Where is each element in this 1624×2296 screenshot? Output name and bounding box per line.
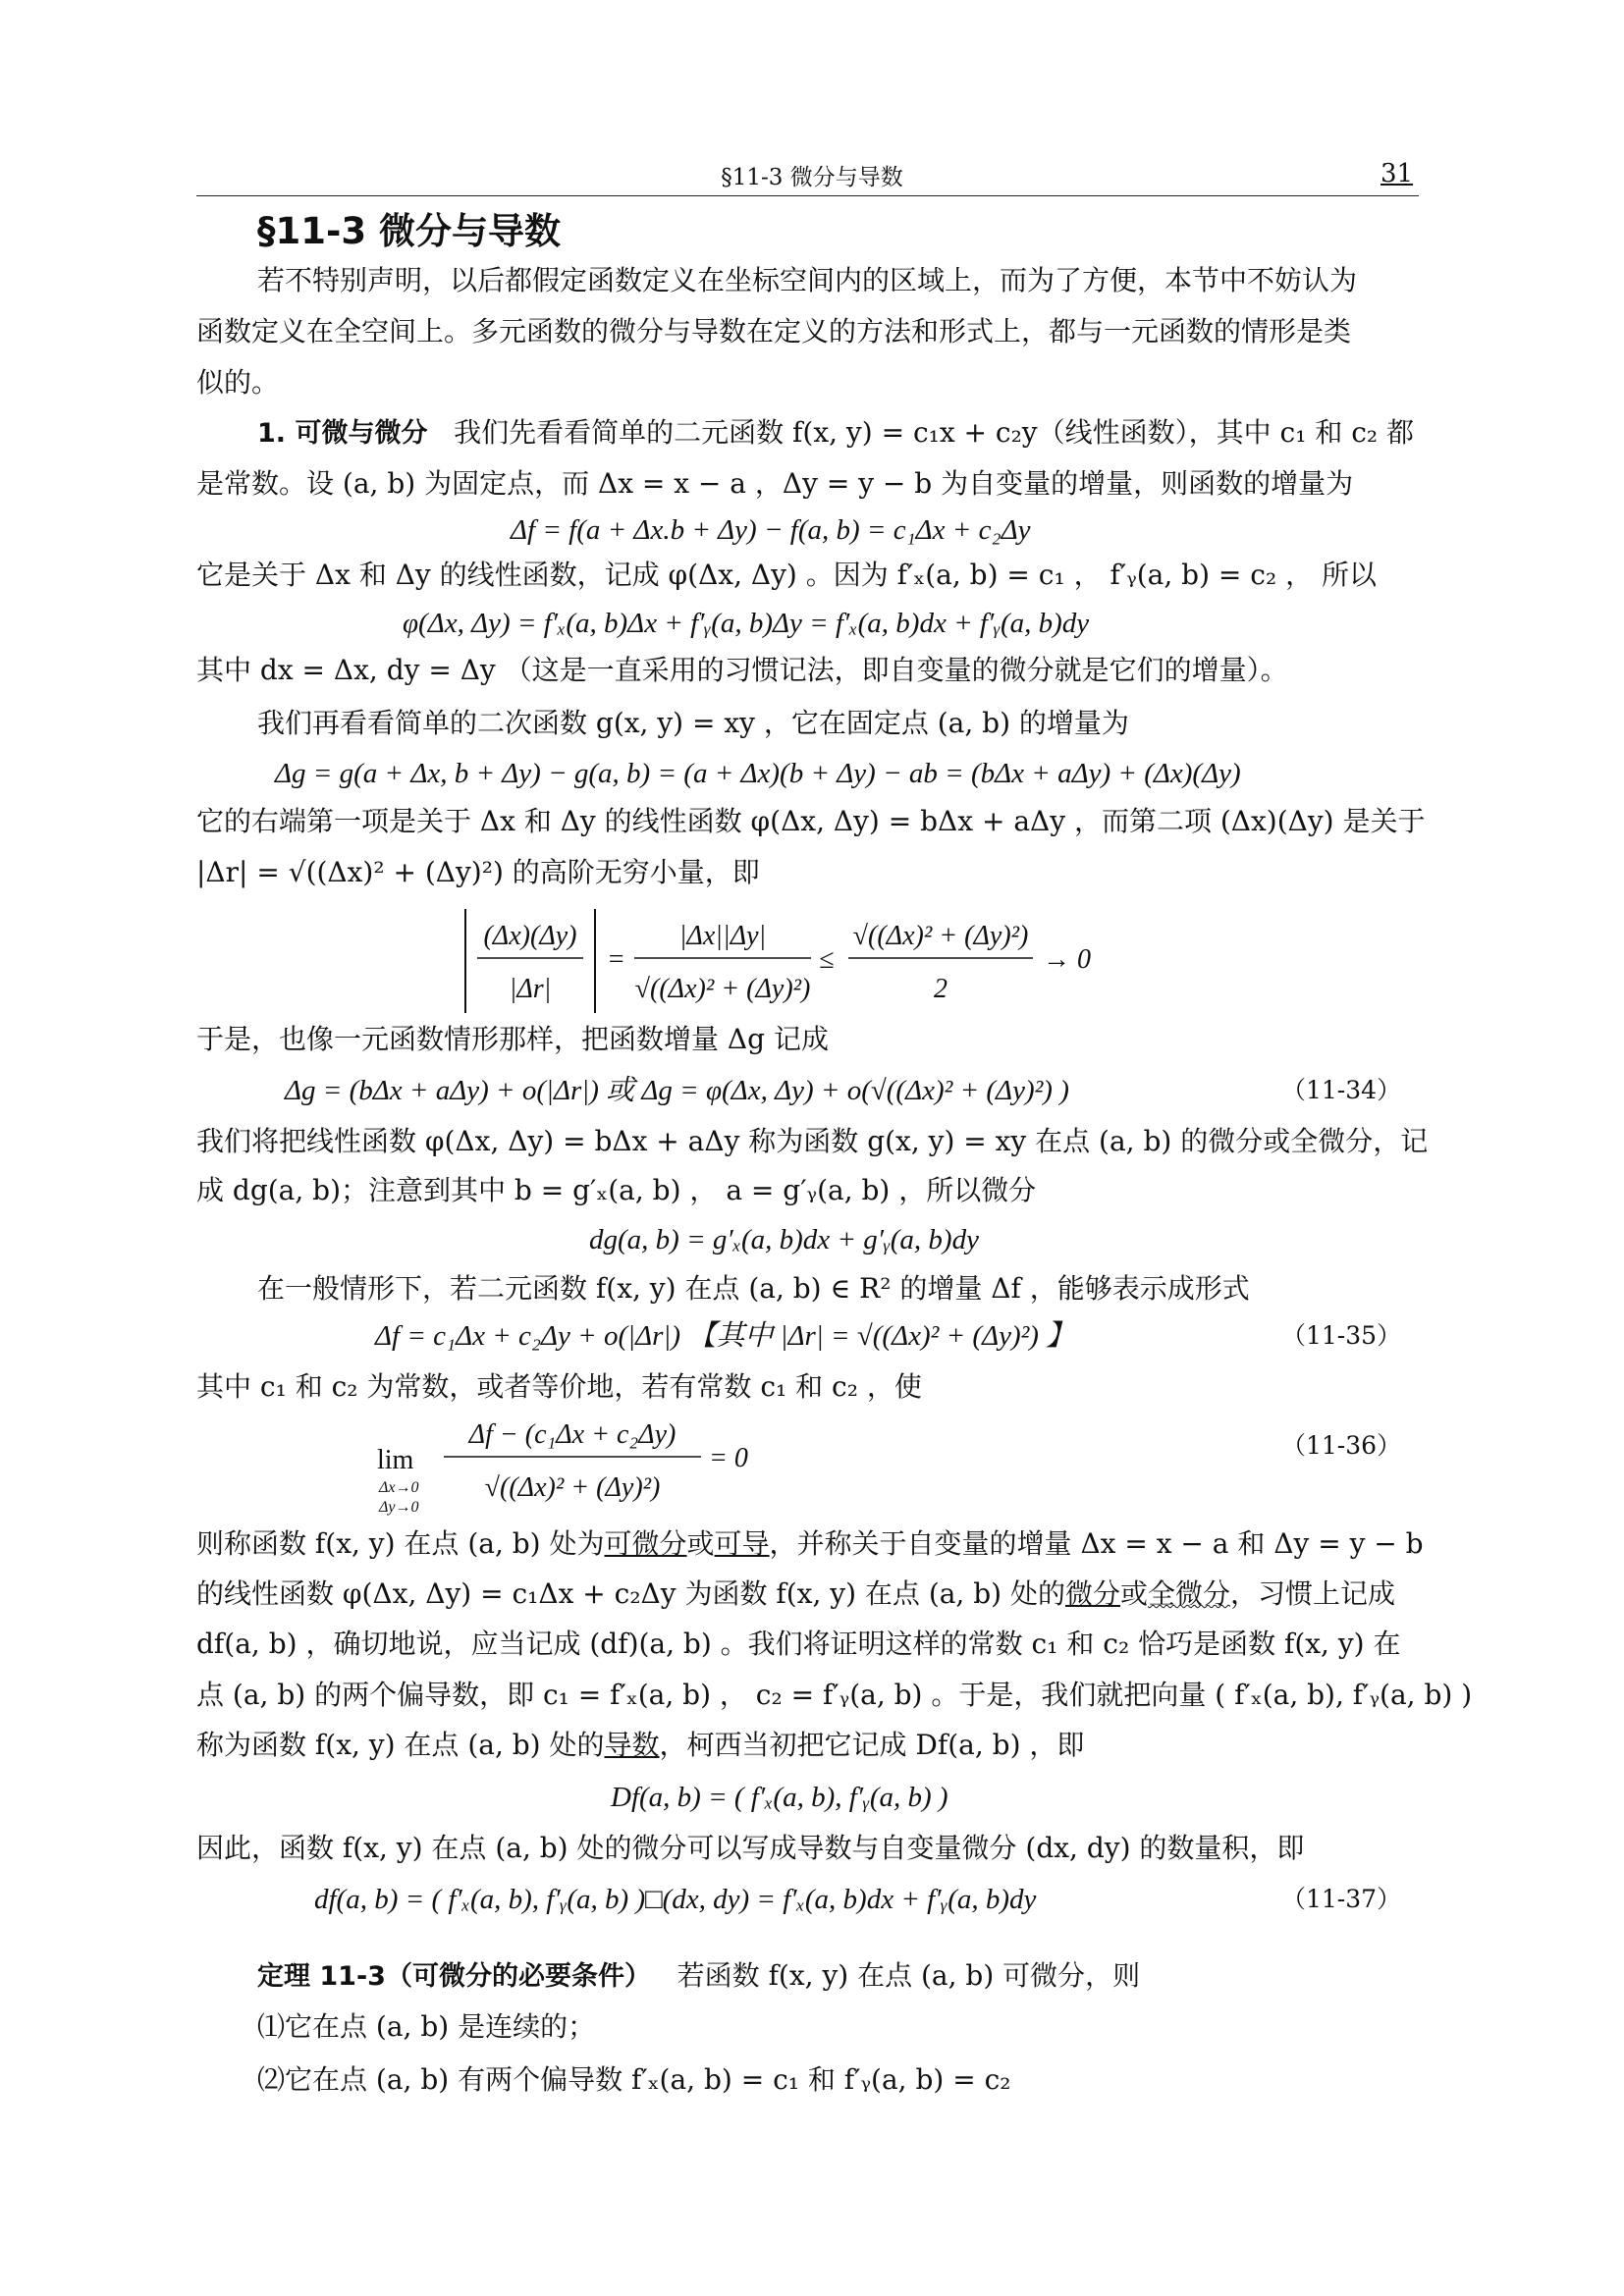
paragraph-line: 若不特别声明，以后都假定函数定义在坐标空间内的区域上，而为了方便，本节中不妨认为	[257, 264, 1358, 296]
fraction-numerator: (Δx)(Δy)	[483, 921, 577, 951]
equation-rhs: = 0	[709, 1443, 748, 1473]
paragraph-line: 成 dg(a, b)；注意到其中 b = g′ₓ(a, b) ， a = g′ᵧ(a, b) ，所以微分	[196, 1174, 1037, 1206]
equation-number: （11-37）	[1281, 1885, 1402, 1913]
paragraph-line: df(a, b) ，确切地说，应当记成 (df)(a, b) 。我们将证明这样的常数 c₁ 和 c₂ 恰巧是函数 f(x, y) 在	[196, 1628, 1401, 1660]
paragraph-text: 或	[686, 1527, 715, 1560]
equation-higher-order-infinitesimal	[460, 901, 1166, 1025]
paragraph-text: ，柯西当初把它记成 Df(a, b) ，即	[659, 1729, 1085, 1761]
paragraph-line	[196, 1723, 1419, 1768]
paragraph-text: ，习惯上记成	[1230, 1577, 1396, 1610]
limit-subscript: Δx→0	[379, 1479, 419, 1496]
paragraph-line: |Δr| = √((Δx)² + (Δy)²) 的高阶无穷小量，即	[196, 856, 760, 888]
fraction-denominator: √((Δx)² + (Δy)²)	[484, 1472, 661, 1503]
paragraph-line: 点 (a, b) 的两个偏导数，即 c₁ = f′ₓ(a, b) ， c₂ = f′ᵧ(a, b) 。于是，我们就把向量 ( f′ₓ(a, b), f′ᵧ(a, b) )	[196, 1679, 1473, 1711]
paragraph-text: 称为函数 f(x, y) 在点 (a, b) 处的	[196, 1729, 605, 1761]
limit-subscript: Δy→0	[379, 1499, 419, 1516]
equation-Df: Df(a, b) = ( f′ₓ(a, b), f′ᵧ(a, b) )	[611, 1782, 948, 1813]
paragraph-line: 其中 dx = Δx, dy = Δy （这是一直采用的习惯记法，即自变量的微分就是它们的增量）。	[196, 654, 1288, 686]
fraction-denominator: |Δr|	[509, 974, 552, 1004]
fraction-numerator: Δf − (c₁Δx + c₂Δy)	[468, 1419, 677, 1450]
running-header-title: §11-3 微分与导数	[721, 165, 903, 190]
fraction-denominator: 2	[934, 974, 947, 1004]
paragraph-line	[196, 1572, 1419, 1617]
paragraph-line	[257, 410, 1419, 455]
fraction-denominator: √((Δx)² + (Δy)²)	[634, 974, 811, 1004]
paragraph-line: 是常数。设 (a, b) 为固定点，而 Δx = x − a ，Δy = y − b 为自变量的增量，则函数的增量为	[196, 467, 1354, 500]
equation-11-37: df(a, b) = ( f′ₓ(a, b), f′ᵧ(a, b) )□(dx, dy) = f′ₓ(a, b)dx + f′ᵧ(a, b)dy	[314, 1884, 1037, 1915]
equation-11-34: Δg = (bΔx + aΔy) + o(|Δr|) 或 Δg = φ(Δx, Δy) + o(√((Δx)² + (Δy)²) )	[285, 1075, 1069, 1106]
term-total-differential: 全微分	[1148, 1577, 1231, 1610]
paragraph-line: 于是，也像一元函数情形那样，把函数增量 Δg 记成	[196, 1023, 829, 1055]
paragraph-line: 它是关于 Δx 和 Δy 的线性函数，记成 φ(Δx, Δy) 。因为 f′ₓ(a, b) = c₁ ， f′ᵧ(a, b) = c₂ ， 所以	[196, 559, 1377, 591]
paragraph-line: 其中 c₁ 和 c₂ 为常数，或者等价地，若有常数 c₁ 和 c₂ ，使	[196, 1370, 922, 1403]
theorem-text: 若函数 f(x, y) 在点 (a, b) 可微分，则	[677, 1959, 1141, 1992]
paragraph-line: 似的。	[196, 366, 280, 399]
theorem-item: ⑴它在点 (a, b) 是连续的；	[257, 2010, 596, 2043]
svg-text:=: =	[607, 944, 625, 975]
theorem-heading: 定理 11-3（可微分的必要条件）	[257, 1961, 651, 1992]
equation-dg: dg(a, b) = g′ₓ(a, b)dx + g′ᵧ(a, b)dy	[589, 1224, 979, 1255]
term-differential: 微分	[1064, 1577, 1120, 1610]
limit-operator: lim	[377, 1445, 414, 1475]
equation-number: （11-36）	[1281, 1431, 1402, 1460]
equation-number: （11-34）	[1281, 1076, 1402, 1104]
paragraph-text: 则称函数 f(x, y) 在点 (a, b) 处为	[196, 1527, 605, 1560]
paragraph-text: 或	[1120, 1577, 1149, 1610]
theorem-item: ⑵它在点 (a, b) 有两个偏导数 f′ₓ(a, b) = c₁ 和 f′ᵧ(a, b) = c₂	[257, 2063, 1011, 2096]
equation-11-35: Δf = c₁Δx + c₂Δy + o(|Δr|) 【其中 |Δr| = √((Δx)² + (Δy)²) 】	[375, 1320, 1075, 1352]
paragraph-line: 因此，函数 f(x, y) 在点 (a, b) 处的微分可以写成导数与自变量微分 (dx, dy) 的数量积，即	[196, 1832, 1305, 1864]
equation-increment-g: Δg = g(a + Δx, b + Δy) − g(a, b) = (a + Δx)(b + Δy) − ab = (bΔx + aΔy) + (Δx)(Δy)	[275, 758, 1241, 789]
limit-arrow: → 0	[1043, 944, 1091, 975]
paragraph-line	[196, 1522, 1424, 1567]
theorem-line	[257, 1953, 1419, 1999]
fraction-numerator: √((Δx)² + (Δy)²)	[852, 921, 1029, 951]
header-rule	[196, 195, 1419, 196]
page-number: 31	[1380, 159, 1414, 188]
equation-number: （11-35）	[1281, 1321, 1402, 1350]
equation-phi-linear: φ(Δx, Δy) = f′ₓ(a, b)Δx + f′ᵧ(a, b)Δy = f′ₓ(a, b)dx + f′ᵧ(a, b)dy	[403, 608, 1090, 639]
subsection-heading: 1. 可微与微分	[257, 418, 428, 449]
paragraph-line: 我们再看看简单的二次函数 g(x, y) = xy ，它在固定点 (a, b) 的增量为	[257, 707, 1129, 739]
section-title: §11-3 微分与导数	[257, 210, 561, 252]
paragraph-line: 在一般情形下，若二元函数 f(x, y) 在点 (a, b) ∈ R² 的增量 Δf ，能够表示成形式	[257, 1272, 1250, 1305]
paragraph-text: 的线性函数 φ(Δx, Δy) = c₁Δx + c₂Δy 为函数 f(x, y) 在点 (a, b) 处的	[196, 1577, 1065, 1610]
term-derivable: 可导	[714, 1527, 770, 1560]
term-derivative: 导数	[604, 1729, 660, 1761]
paragraph-text: ，并称关于自变量的增量 Δx = x − a 和 Δy = y − b	[769, 1527, 1424, 1560]
equation-11-36	[371, 1406, 764, 1523]
paragraph-line: 我们将把线性函数 φ(Δx, Δy) = bΔx + aΔy 称为函数 g(x, y) = xy 在点 (a, b) 的微分或全微分，记	[196, 1125, 1429, 1157]
paragraph-text: 我们先看看简单的二元函数 f(x, y) = c₁x + c₂y（线性函数），其中 c₁ 和 c₂ 都	[454, 416, 1415, 449]
fraction-numerator: |Δx||Δy|	[678, 921, 767, 951]
equation-increment-f: Δf = f(a + Δx.b + Δy) − f(a, b) = c₁Δx + c₂Δy	[511, 514, 1031, 546]
paragraph-line: 它的右端第一项是关于 Δx 和 Δy 的线性函数 φ(Δx, Δy) = bΔx + aΔy ，而第二项 (Δx)(Δy) 是关于	[196, 805, 1426, 837]
svg-text:≤: ≤	[819, 944, 835, 975]
paragraph-line: 函数定义在全空间上。多元函数的微分与导数在定义的方法和形式上，都与一元函数的情形是类	[196, 315, 1352, 347]
term-differentiable: 可微分	[604, 1527, 687, 1560]
